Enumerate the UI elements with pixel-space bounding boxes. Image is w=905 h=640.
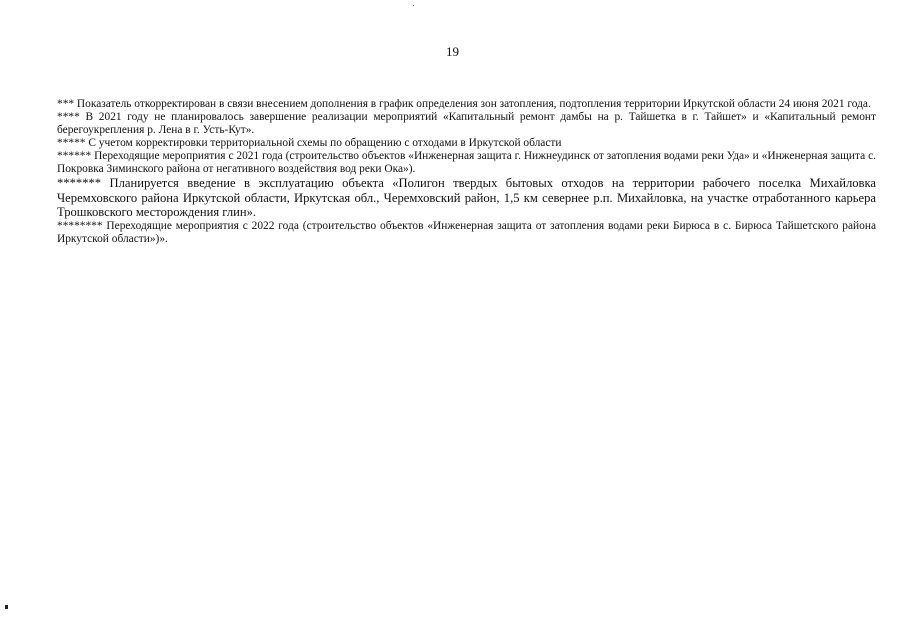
footnote-7: ******* Планируется введение в эксплуатацию объекта «Полигон твердых бытовых отходов на территории рабочего поселка Михайловка Черемховского района Иркутской области, Иркутская обл., Черемховский район, 1,5 км севернее р.п. Михайловка, на участке отработанного карьера Трошковского месторождения глин». bbox=[57, 176, 876, 219]
footnote-5: ***** С учетом корректировки территориальной схемы по обращению с отходами в Иркутской области bbox=[57, 137, 562, 149]
footnote-3: *** Показатель откорректирован в связи внесением дополнения в график определения зон затопления, подтопления территории Иркутской области 24 июня 2021 года. bbox=[57, 98, 871, 110]
page-number: 19 bbox=[446, 44, 459, 59]
scan-artifact-dot bbox=[5, 605, 8, 609]
footnote-8: ******** Переходящие мероприятия с 2022 года (строительство объектов «Инженерная защита от затопления водами реки Бирюса в с. Бирюса Тайшетского района Иркутской области»)». bbox=[57, 219, 876, 245]
footnote-6: ****** Переходящие мероприятия с 2021 года (строительство объектов «Инженерная защита г. Нижнеудинск от затопления водами реки Уда» и «Инженерная защита с. Покровка Зиминского района от негативного воздействия вод реки Ока»). bbox=[57, 150, 876, 175]
footnote-4: **** В 2021 году не планировалось завершение реализации мероприятий «Капитальный ремонт дамбы на р. Тайшетка в г. Тайшет» и «Капитальный ремонт берегоукрепления р. Лена в г. Усть-Кут». bbox=[57, 111, 876, 136]
scan-artifact-top bbox=[413, 5, 414, 6]
footnotes-section bbox=[57, 98, 876, 246]
